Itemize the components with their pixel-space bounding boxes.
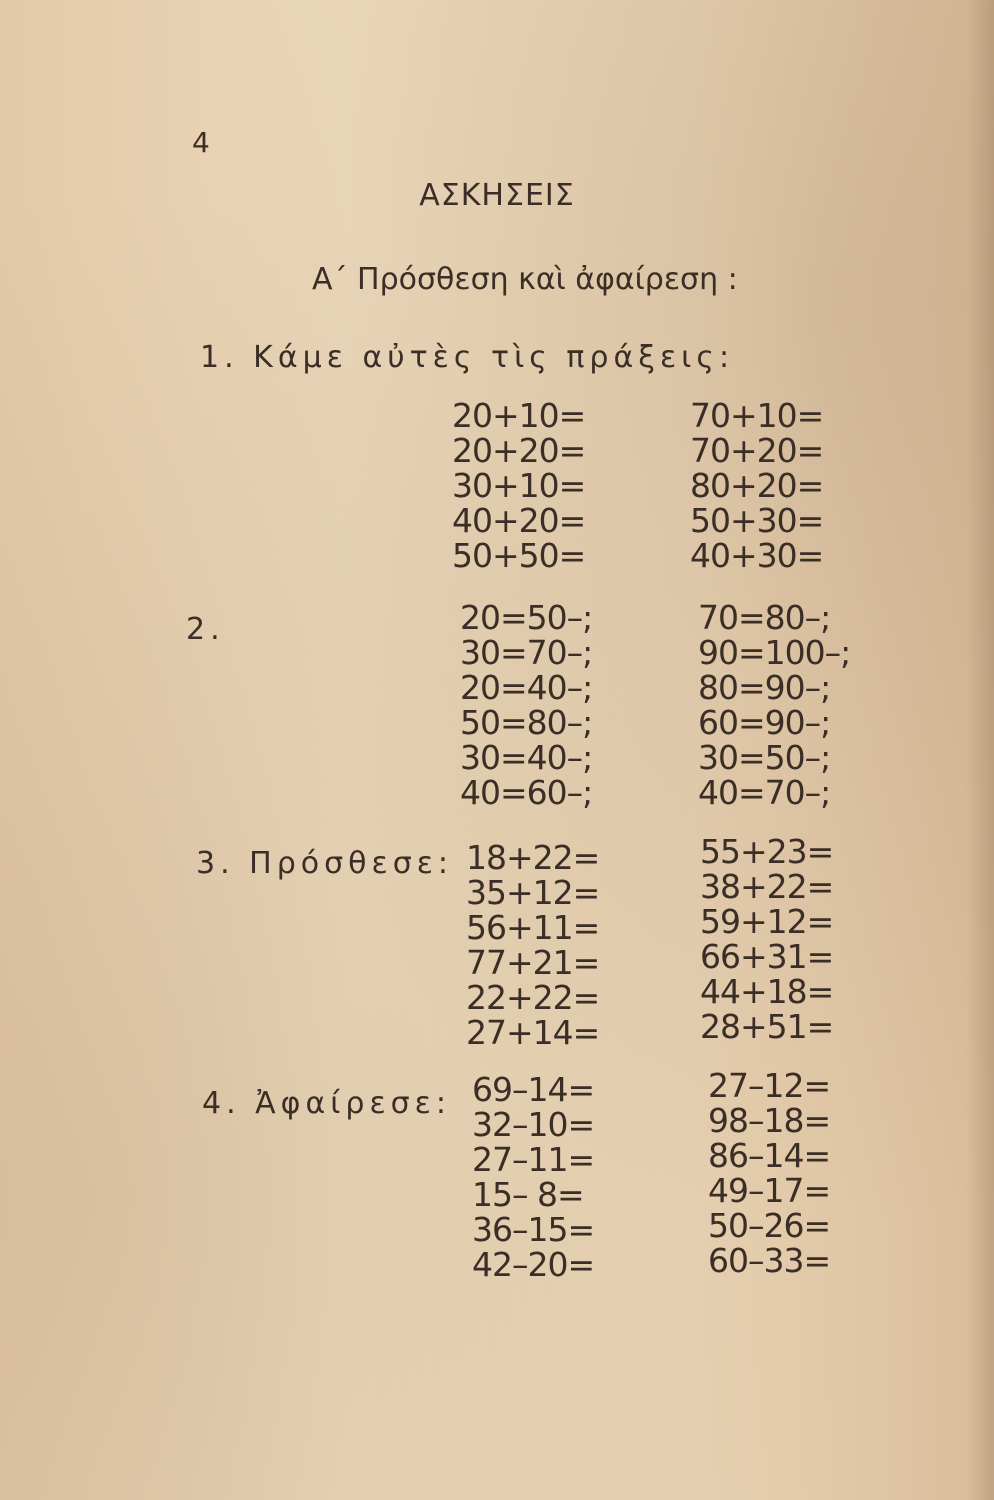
exercise-3-right-item: 59+12= bbox=[700, 902, 834, 941]
exercise-2-right-item: 30=50–; bbox=[698, 738, 831, 777]
exercise-4-left-item: 69–14= bbox=[472, 1070, 595, 1109]
section-title: Α΄ Πρόσθεση καὶ ἀφαίρεση : bbox=[312, 262, 738, 297]
exercise-2-right-item: 60=90–; bbox=[698, 703, 831, 742]
exercise-1-right-item: 80+20= bbox=[690, 466, 824, 505]
exercise-4-left-item: 32–10= bbox=[472, 1105, 595, 1144]
exercise-2-left-item: 40=60–; bbox=[460, 773, 593, 812]
exercise-3-right-column bbox=[700, 834, 833, 1044]
exercise-4-right-item: 60–33= bbox=[708, 1241, 831, 1280]
exercise-4-right-item: 50–26= bbox=[708, 1206, 831, 1245]
exercise-2-left-item: 20=40–; bbox=[460, 668, 593, 707]
exercise-4-left-item: 42–20= bbox=[472, 1245, 595, 1284]
exercise-2-left-item: 50=80–; bbox=[460, 703, 593, 742]
exercise-2-right-item: 80=90–; bbox=[698, 668, 831, 707]
exercise-1-left-item: 30+10= bbox=[452, 466, 586, 505]
exercise-4-label: 4. Ἀφαίρεσε: bbox=[202, 1086, 451, 1121]
exercise-4-right-item: 27–12= bbox=[708, 1066, 831, 1105]
exercise-1-left-item: 40+20= bbox=[452, 501, 586, 540]
exercise-4-right-item: 86–14= bbox=[708, 1136, 831, 1175]
exercise-3-right-item: 38+22= bbox=[700, 867, 834, 906]
exercise-3-label: 3. Πρόσθεσε: bbox=[196, 846, 454, 881]
exercise-4-left-item: 27–11= bbox=[472, 1140, 595, 1179]
exercise-2-label: 2. bbox=[186, 612, 225, 647]
exercise-1-left-column bbox=[452, 398, 585, 573]
exercise-3-right-item: 28+51= bbox=[700, 1007, 834, 1046]
exercise-2-left-item: 20=50–; bbox=[460, 598, 593, 637]
exercise-3-left-item: 77+21= bbox=[466, 943, 600, 982]
exercise-3-right-item: 66+31= bbox=[700, 937, 834, 976]
exercise-3-left-item: 56+11= bbox=[466, 908, 600, 947]
exercise-1-right-item: 50+30= bbox=[690, 501, 824, 540]
exercise-3-left-item: 35+12= bbox=[466, 873, 600, 912]
exercise-3-left-item: 22+22= bbox=[466, 978, 600, 1017]
exercise-3-right-item: 44+18= bbox=[700, 972, 834, 1011]
exercise-4-right-item: 49–17= bbox=[708, 1171, 831, 1210]
exercise-2-right-column bbox=[698, 600, 850, 810]
exercise-2-left-column bbox=[460, 600, 592, 810]
exercise-1-label: 1. Κάμε αὐτὲς τὶς πράξεις: bbox=[200, 340, 735, 375]
exercise-4-left-item: 15– 8= bbox=[472, 1175, 584, 1214]
exercise-4-right-item: 98–18= bbox=[708, 1101, 831, 1140]
exercise-2-left-item: 30=70–; bbox=[460, 633, 593, 672]
exercise-3-left-item: 27+14= bbox=[466, 1013, 600, 1052]
exercise-1-left-item: 20+10= bbox=[452, 396, 586, 435]
exercise-1-right-item: 70+10= bbox=[690, 396, 824, 435]
exercise-4-right-column bbox=[708, 1068, 830, 1278]
page-number: 4 bbox=[192, 126, 210, 159]
exercise-4-left-item: 36–15= bbox=[472, 1210, 595, 1249]
page-heading: ΑΣΚΗΣΕΙΣ bbox=[419, 178, 575, 213]
exercise-3-left-item: 18+22= bbox=[466, 838, 600, 877]
exercise-2-right-item: 70=80–; bbox=[698, 598, 831, 637]
exercise-1-left-item: 20+20= bbox=[452, 431, 586, 470]
exercise-4-left-column bbox=[472, 1072, 594, 1282]
exercise-2-right-item: 40=70–; bbox=[698, 773, 831, 812]
exercise-2-left-item: 30=40–; bbox=[460, 738, 593, 777]
exercise-1-right-column bbox=[690, 398, 823, 573]
page-edge-shadow bbox=[966, 0, 994, 1500]
exercise-1-left-item: 50+50= bbox=[452, 536, 586, 575]
exercise-2-right-item: 90=100–; bbox=[698, 633, 851, 672]
exercise-1-right-item: 40+30= bbox=[690, 536, 824, 575]
exercise-1-right-item: 70+20= bbox=[690, 431, 824, 470]
exercise-3-right-item: 55+23= bbox=[700, 832, 834, 871]
exercise-3-left-column bbox=[466, 840, 599, 1050]
